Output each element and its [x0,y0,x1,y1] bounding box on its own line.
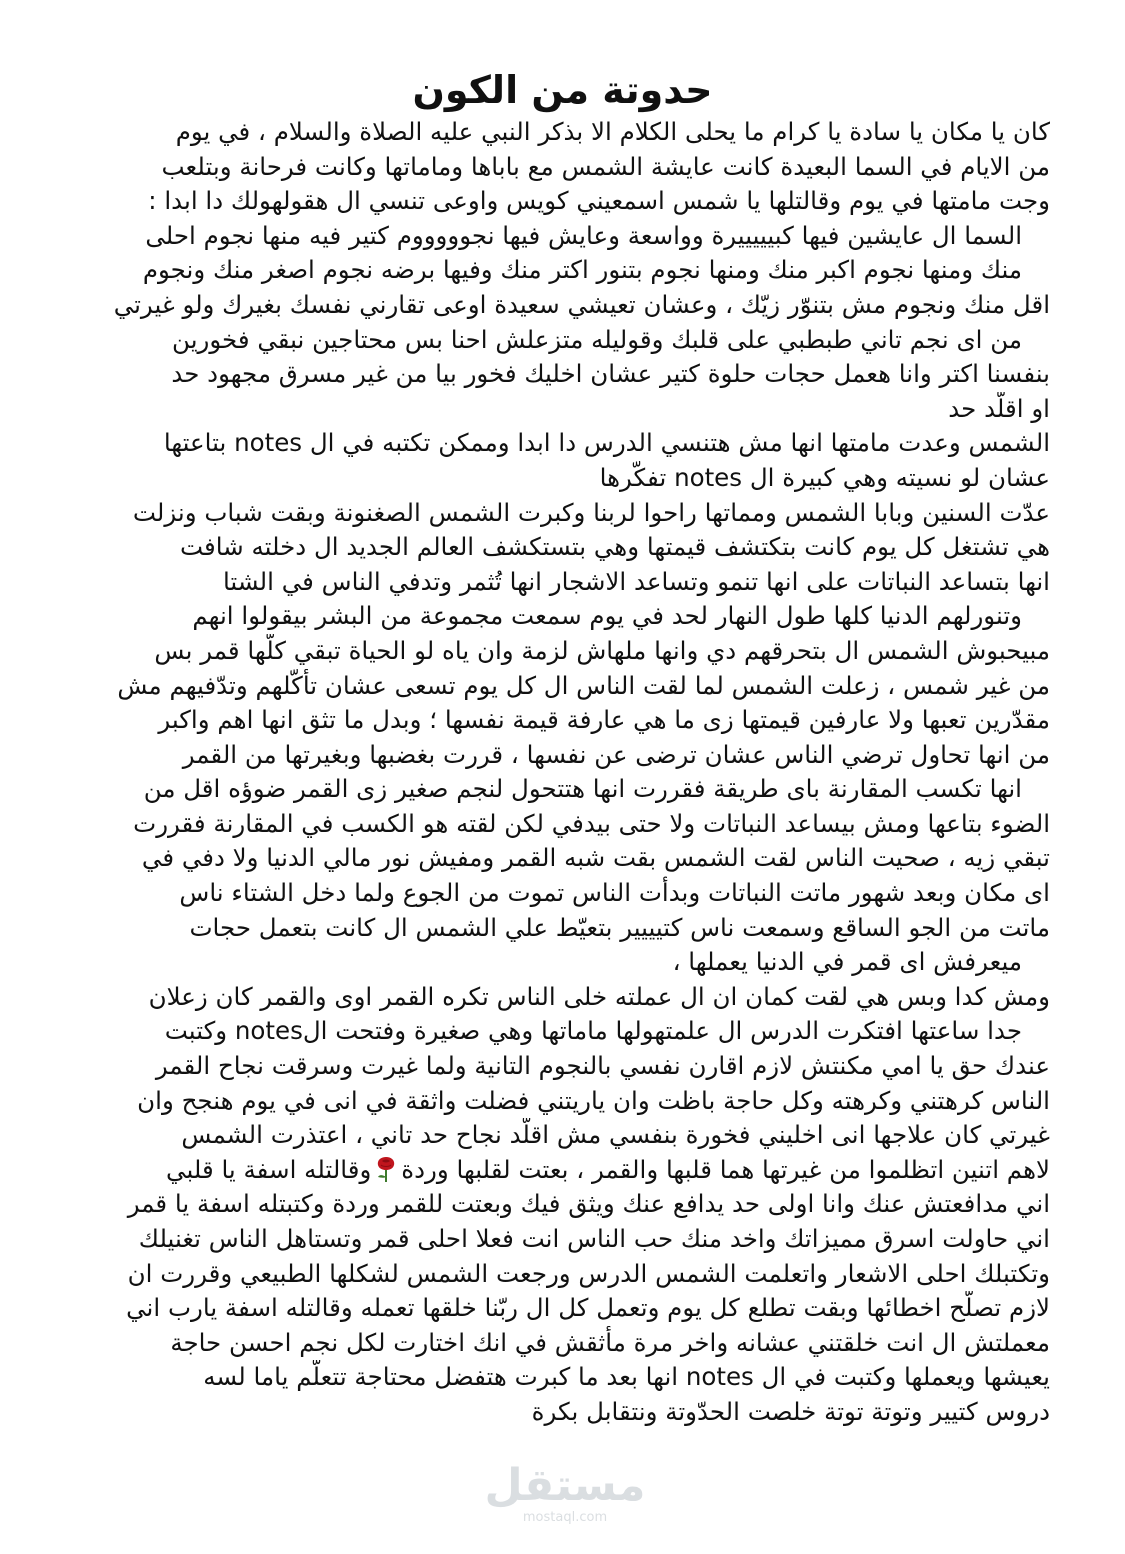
text-line-part: وقالتله اسفة يا قلبي [166,1154,372,1184]
document-body [60,115,1050,1430]
text-line: غيرتي كان علاجها انى اخليني فخورة بنفسي مش اقلّد نجاح حد تاني ، اعتذرت الشمس [181,1120,1050,1150]
text-line: مقدّرين تعبها ولا عارفين قيمتها زى ما هي عارفة قيمة نفسها ؛ وبدل ما تثق انها اهم واكبر [158,705,1050,735]
text-line: اني حاولت اسرق مميزاتك واخد منك حب الناس انت فعلا احلى قمر وتستاهل الناس تغنيلك [138,1224,1050,1253]
text-line: يعيشها ويعملها وكتبت في ال notes انها بعد ما كبرت هتفضل محتاجة تتعلّم ياما لسه [203,1362,1050,1392]
text-line-with-rose [60,1153,1050,1188]
text-line: وتكتبلك احلى الاشعار واتعلمت الشمس الدرس ورجعت الشمس لشكلها الطبيعي وقررت ان [127,1258,1050,1288]
text-line: ماتت من الجو الساقع وسمعت ناس كتيييير بتعيّط علي الشمس ال كانت بتعمل حجات [189,912,1050,942]
text-line: السما ال عايشين فيها كبيييييرة وواسعة وعايش فيها نجوووووم كتير فيه منها نجوم احلى [145,220,1022,250]
text-line: وتنورلهم الدنيا كلها طول النهار لحد في يوم سمعت مجموعة من البشر بيقولوا انهم [192,601,1022,631]
text-line: اى مكان وبعد شهور ماتت النباتات وبدأت الناس تموت من الجوع ولما دخل الشتاء ناس [179,878,1050,908]
watermark-sub: mostaql.com [522,1510,608,1525]
text-line: عدّت السنين وبابا الشمس ومماتها راحوا لربنا وكبرت الشمس الصغنونة وبقت شباب ونزلت [132,497,1050,527]
watermark-text: مستقل [484,1460,646,1511]
text-line: من انها تحاول ترضي الناس عشان ترضى عن نفسها ، قررت بغضبها وبغيرتها من القمر [182,739,1050,769]
text-line: انها تكسب المقارنة باى طريقة فقررت انها هتتحول لنجم صغير زى القمر ضوؤه اقل من [143,774,1022,804]
document-title: حدوتة من الكون [412,68,713,112]
watermark-logo [480,1460,650,1530]
text-line: معملتش ال انت خلقتني عشانه واخر مرة مأثقش في انك اختارت لكل نجم احسن حاجة [170,1327,1050,1357]
text-line: من اى نجم تاني طبطبي على قلبك وقوليله متزعلش احنا بس محتاجين نبقي فخورين [172,324,1022,354]
text-line: تبقي زيه ، صحيت الناس لقت الشمس بقت شبه القمر ومفيش نور مالي الدنيا ولا دفي في [141,843,1050,873]
text-line: كان يا مكان يا سادة يا كرام ما يحلى الكلام الا بذكر النبي عليه الصلاة والسلام ، في يوم [175,117,1050,146]
text-line: دروس كتيير وتوتة توتة خلصت الحدّوتة ونتقابل بكرة [531,1396,1050,1426]
text-line: عشان لو نسيته وهي كبيرة ال notes تفكّرها [599,462,1050,492]
text-line: اني مدافعتش عنك وانا اولى حد يدافع عنك ويثق فيك وبعتت للقمر وردة وكتبتله اسفة يا قمر [127,1189,1050,1219]
text-line: الشمس وعدت مامتها انها مش هتنسي الدرس دا ابدا وممكن تكتبه في ال notes بتاعتها [163,428,1050,458]
rose-icon [374,1155,398,1183]
text-line: من الايام في السما البعيدة كانت عايشة الشمس مع باباها وماماتها وكانت فرحانة وبتلعب [161,151,1050,181]
text-line: وجت مامتها في يوم وقالتلها يا شمس اسمعيني كويس واوعى تنسي ال هقولهولك دا ابدا : [148,186,1050,216]
text-line: انها بتساعد النباتات على انها تنمو وتساعد الاشجار انها تُثمر وتدفي الناس في الشتا [222,566,1050,596]
text-line-part: لاهم اتنين اتظلموا من غيرتها هما قلبها والقمر ، بعتت لقلبها وردة [401,1154,1050,1184]
text-line: هي تشتغل كل يوم كانت بتكتشف قيمتها وهي بتستكشف العالم الجديد ال دخلته شافت [179,532,1050,562]
text-line: ومش كدا وبس هي لقت كمان ان ال عملته خلى الناس تكره القمر اوى والقمر كان زعلان [148,981,1050,1011]
text-line: او اقلّد حد [948,393,1050,423]
text-line: من غير شمس ، زعلت الشمس لما لقت الناس ال كل يوم تسعى عشان تأكّلهم وتدّفيهم مش [117,670,1050,700]
text-line: لازم تصلّح اخطائها وبقت تطلع كل يوم وتعمل كل ال ربّنا خلقها تعمله وقالتله اسفة يارب اني [126,1293,1050,1323]
text-line: بنفسنا اكتر وانا هعمل حجات حلوة كتير عشان اخليك فخور بيا من غير مسرق مجهود حد [171,359,1050,389]
text-line: الضوء بتاعها ومش بيساعد النباتات ولا حتى بيدفي لكن لقته هو الكسب في المقارنة فقررت [133,808,1050,838]
text-line: الناس كرهتني وكرهته وكل حاجة باظت وان ياريتني فضلت واثقة في انى في يوم هنجح وان [137,1085,1050,1115]
text-line: جدا ساعتها افتكرت الدرس ال علمتهولها ماماتها وهي صغيرة وفتحت الnotes وكتبت [164,1016,1022,1046]
text-line: منك ومنها نجوم اكبر منك ومنها نجوم بتنور اكتر منك وفيها برضه نجوم اصغر منك ونجوم [142,255,1022,285]
text-line: مبيحبوش الشمس ال بتحرقهم دي وانها ملهاش لزمة وان ياه لو الحياة تبقي كلّها قمر بس [154,635,1050,665]
text-line: اقل منك ونجوم مش بتنوّر زيّك ، وعشان تعيشي سعيدة اوعى تقارني نفسك بغيرك ولو غيرتي [113,289,1050,319]
text-line: ميعرفش اى قمر في الدنيا يعملها ، [672,947,1022,977]
text-line: عندك حق يا امي مكنتش لازم اقارن نفسي بالنجوم التانية ولما غيرت وسرقت نجاح القمر [155,1051,1050,1081]
